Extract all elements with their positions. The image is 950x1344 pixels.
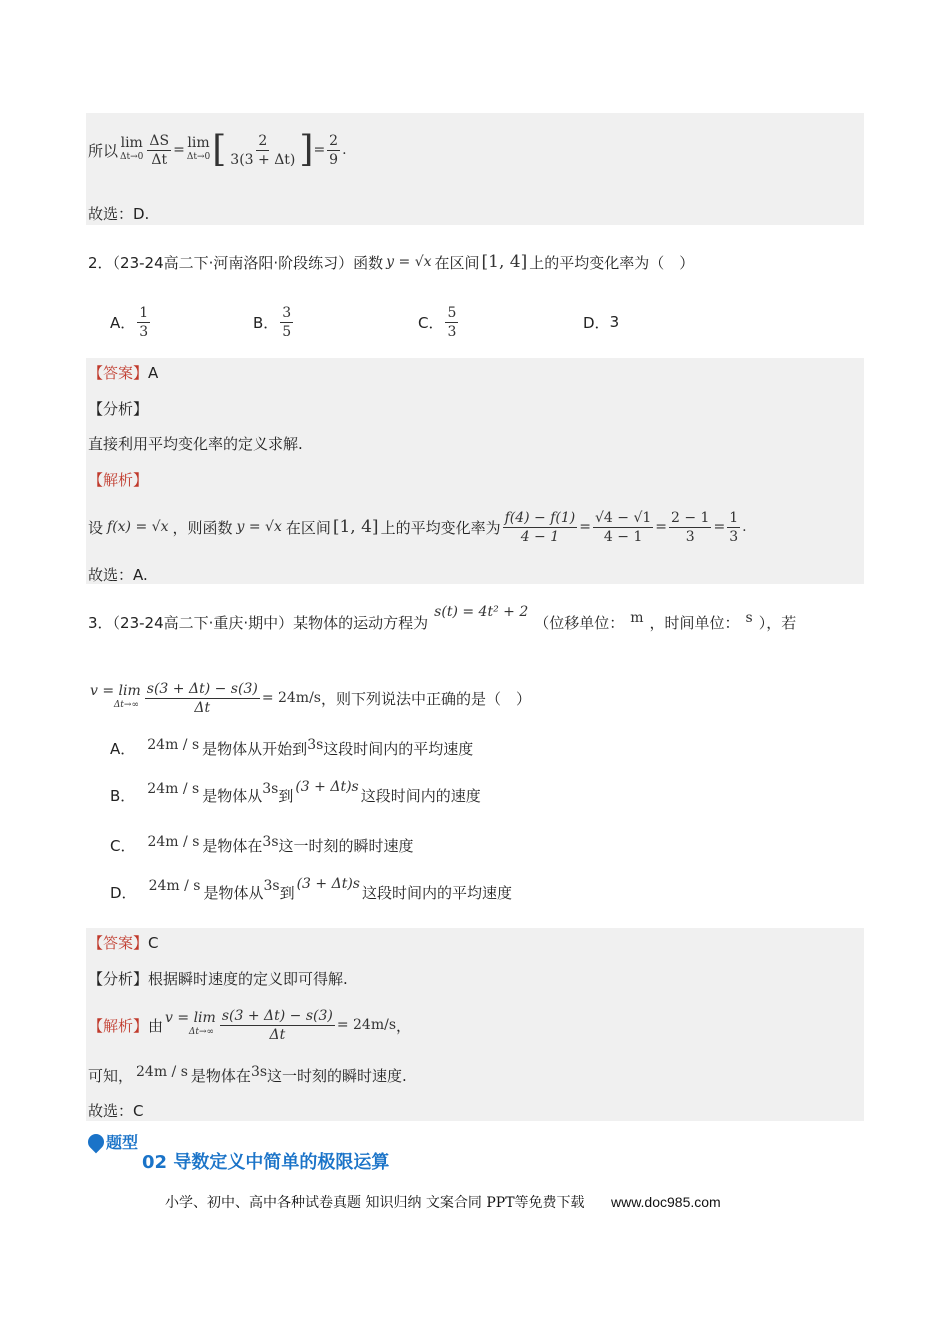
q3-unit-1: （位移单位： [534, 613, 625, 632]
lim-sub: Δt→∞ [113, 700, 139, 710]
q3-option-b[interactable] [110, 775, 481, 815]
fraction-2-over [228, 132, 297, 169]
q2-option-b[interactable] [253, 300, 295, 344]
q3-unit-2: ，时间单位： [649, 613, 740, 632]
frac-den: 3 [685, 528, 695, 545]
sol-mid1: ，则函数 [172, 518, 233, 537]
q2-solution-line [88, 505, 747, 549]
q3-sol-frac [220, 1007, 335, 1044]
frac-num: 3 [282, 304, 292, 321]
footer [165, 1192, 721, 1212]
q3-velocity-line [88, 672, 531, 724]
q3-conclusion: 故选：C [88, 1102, 144, 1120]
section-heading [86, 1128, 486, 1176]
sol-pre: 设 [88, 518, 104, 537]
option-text: 这一时刻的瞬时速度 [278, 836, 414, 855]
bracket-left: [ [212, 129, 227, 170]
frac-num: 1 [139, 304, 149, 321]
option-time: 3s [263, 878, 280, 894]
lim-sub: Δt→0 [186, 152, 211, 162]
q3-frac [145, 680, 260, 717]
q2-solution-tag: 【解析】 [88, 471, 149, 489]
option-text: 到 [279, 883, 295, 902]
sol-mid3: 上的平均变化率为 [380, 518, 501, 537]
frac-den: 5 [282, 323, 292, 340]
option-fraction [137, 304, 150, 341]
section-title: 02 导数定义中简单的极限运算 [142, 1152, 390, 1173]
q3-value: = 24m/s [261, 690, 321, 706]
equals-sign: = [173, 142, 185, 158]
option-text: 是物体从开始到 [202, 739, 308, 758]
footer-text: 小学、初中、高中各种试卷真题 知识归纳 文案合同 PPT等免费下载 [165, 1195, 585, 1211]
q2-interval: [1, 4] [481, 252, 528, 272]
q3-sol-lim [165, 1011, 216, 1039]
option-text: 是物体在 [202, 836, 263, 855]
frac-num: s(3 + Δt) − s(3) [146, 680, 258, 697]
option-text: 是物体从 [202, 786, 263, 805]
known-pre: 可知， [88, 1066, 134, 1085]
option-text: 3 [609, 313, 620, 331]
sol-mid2: 在区间 [285, 518, 331, 537]
option-label: B． [110, 786, 136, 805]
sol-interval: [1, 4] [332, 517, 379, 537]
known-text: 这一时刻的瞬时速度. [267, 1066, 407, 1085]
analysis-tag: 【分析】 [88, 970, 149, 988]
option-text: 这段时间内的速度 [360, 786, 481, 805]
option-text: 是物体从 [203, 883, 264, 902]
option-speed: 24m / s [148, 878, 201, 894]
period: . [342, 142, 347, 158]
frac-num: s(3 + Δt) − s(3) [221, 1007, 333, 1024]
q2-option-d[interactable] [583, 300, 619, 344]
conclusion-prev: 故选：D. [88, 205, 150, 223]
frac-den: 3 [729, 528, 739, 545]
known-text: 是物体在 [190, 1066, 251, 1085]
sol-func: y = √x [236, 519, 282, 535]
option-speed: 24m / s [147, 834, 200, 850]
q2-stem-pre: 2．（23-24高二下·河南洛阳·阶段练习）函数 [88, 253, 384, 272]
frac-den: 3 [139, 323, 149, 340]
frac-num: 1 [729, 509, 739, 526]
q3-stem-end: ，则下列说法中正确的是（ ） [320, 689, 531, 708]
option-label: A． [110, 739, 136, 758]
question-3-stem [88, 605, 796, 639]
lim-text: v = lim [165, 1010, 216, 1026]
q3-unit-m: m [630, 610, 644, 626]
q3-motion: s(t) = 4t² + 2 [434, 604, 529, 620]
q2-analysis-text: 直接利用平均变化率的定义求解. [88, 435, 303, 453]
frac-num: ΔS [149, 132, 170, 149]
q3-known-line [88, 1060, 407, 1090]
section-tag: 题型 [106, 1133, 139, 1152]
q3-solution-line [88, 1000, 411, 1050]
frac-num: 5 [447, 304, 457, 321]
q3-lim [90, 684, 141, 712]
option-label: C． [110, 836, 136, 855]
option-time: 3s [262, 834, 279, 850]
location-pin-icon [85, 1131, 108, 1154]
option-label: D． [110, 883, 137, 902]
q2-option-a[interactable] [110, 300, 152, 344]
equals: = [713, 519, 726, 535]
q2-stem-mid: 在区间 [434, 253, 480, 272]
option-interval: (3 + Δt)s [295, 779, 359, 795]
q3-answer [88, 932, 159, 953]
q3-sol-value: = 24m/s [336, 1017, 397, 1033]
known-time: 3s [250, 1064, 268, 1080]
answer-tag: 【答案】 [88, 934, 149, 952]
option-text: 到 [278, 786, 294, 805]
equals: = [579, 519, 591, 535]
frac-num: 2 [329, 132, 339, 149]
bracket-right: ] [299, 129, 314, 170]
sol-frac-4 [727, 509, 740, 546]
frac-den: 9 [329, 151, 339, 168]
lim-text: lim [120, 135, 143, 151]
answer-value: A [148, 364, 159, 382]
q3-option-a[interactable] [110, 733, 473, 763]
option-label: B． [253, 313, 279, 332]
lim-sub: Δt→0 [120, 152, 144, 162]
option-fraction [445, 304, 458, 341]
q2-option-c[interactable] [418, 300, 460, 344]
q3-option-c[interactable] [110, 830, 414, 860]
option-time: 3s [262, 781, 279, 797]
fraction-ds-dt [147, 132, 171, 169]
option-time: 3s [307, 737, 324, 753]
period: . [742, 519, 747, 535]
frac-num: √4 − √1 [594, 509, 652, 526]
option-text: 这段时间内的平均速度 [323, 739, 474, 758]
lim-sub: Δt→∞ [188, 1027, 214, 1037]
known-speed: 24m / s [136, 1064, 188, 1080]
lim-operator [120, 136, 143, 164]
question-2-stem [88, 250, 694, 274]
footer-url[interactable]: www.doc985.com [610, 1194, 721, 1210]
q2-answer [88, 362, 158, 383]
sol-end: ， [396, 1016, 412, 1035]
limit-line [88, 120, 347, 180]
equals-sign-2: = [313, 142, 326, 158]
answer-value: C [148, 934, 159, 952]
frac-num: 2 − 1 [671, 509, 710, 526]
q2-solution-block [86, 358, 864, 584]
option-label: A． [110, 313, 136, 332]
frac-den: 3(3 + Δt) [230, 151, 296, 168]
q3-stem-pre: 3．（23-24高二下·重庆·期中）某物体的运动方程为 [88, 613, 429, 632]
solution-tag: 【解析】 [88, 1016, 149, 1035]
q2-func: y = √x [386, 254, 432, 270]
equals: = [655, 519, 668, 535]
q2-stem-post: 上的平均变化率为（ ） [529, 253, 695, 272]
frac-num: f(4) − f(1) [504, 509, 576, 526]
frac-num: 2 [258, 132, 268, 149]
sol-frac-2 [593, 509, 653, 546]
q3-unit-3: ），若 [758, 613, 797, 632]
q3-analysis [88, 968, 348, 989]
option-text: 这段时间内的平均速度 [361, 883, 512, 902]
answer-tag: 【答案】 [88, 364, 149, 382]
frac-den: Δt [194, 699, 211, 716]
option-interval: (3 + Δt)s [296, 876, 360, 892]
lim-text: lim [187, 135, 210, 151]
option-speed: 24m / s [147, 737, 200, 753]
analysis-text: 根据瞬时速度的定义即可得解. [148, 970, 348, 988]
sol-frac-3 [669, 509, 711, 546]
frac-den: 3 [447, 323, 457, 340]
frac-den: 4 − 1 [603, 528, 643, 545]
q3-option-d[interactable] [110, 872, 512, 912]
lim-text: v = lim [90, 683, 141, 699]
sol-pre: 由 [148, 1016, 164, 1035]
q3-unit-s: s [745, 610, 753, 626]
sol-frac-1 [503, 509, 578, 546]
lim-operator-2 [187, 136, 210, 164]
option-label: C． [418, 313, 444, 332]
q2-conclusion: 故选：A. [88, 566, 148, 584]
option-label: D． [583, 313, 610, 332]
q2-analysis-tag: 【分析】 [88, 400, 149, 418]
fraction-2-9 [327, 132, 340, 169]
frac-den: Δt [151, 151, 168, 168]
option-fraction [280, 304, 293, 341]
frac-den: Δt [269, 1026, 286, 1043]
sol-fx: f(x) = √x [107, 519, 169, 535]
option-speed: 24m / s [147, 781, 200, 797]
frac-den: 4 − 1 [520, 528, 560, 545]
text-prefix: 所以 [88, 141, 119, 160]
